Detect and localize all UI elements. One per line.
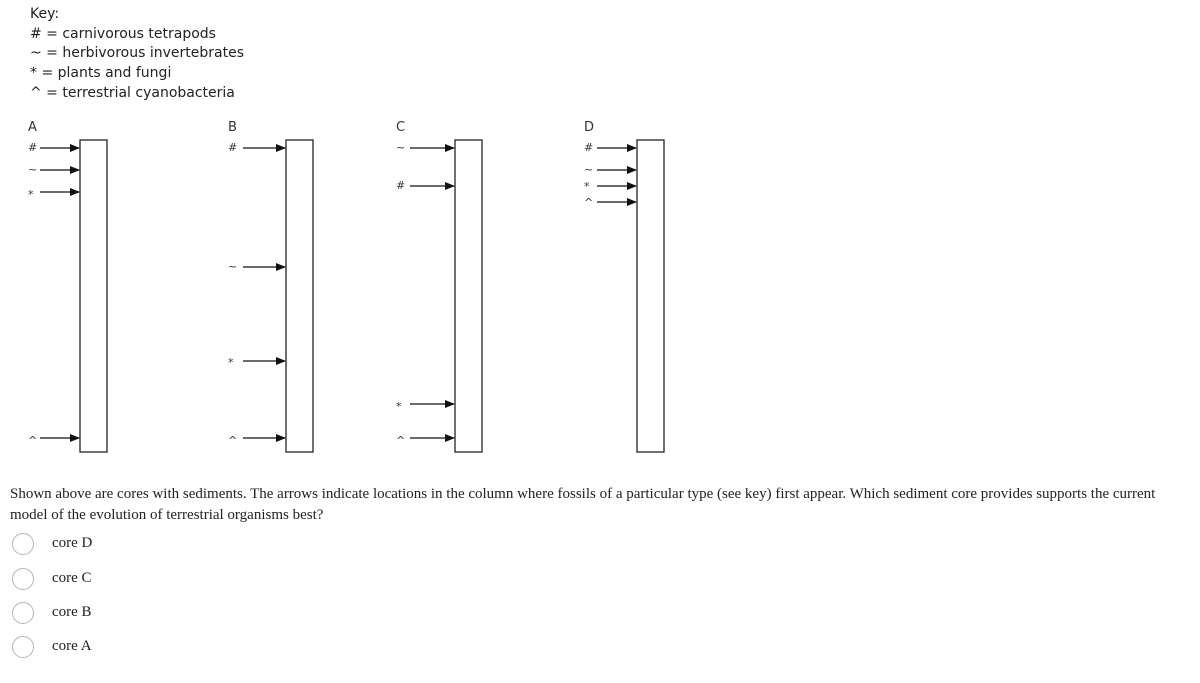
radio-button[interactable]: [12, 568, 34, 590]
core-c-label: C: [396, 120, 406, 135]
core-a-label: A: [28, 120, 37, 135]
core-c-marker-carnivorous-tetrapods: #: [396, 179, 406, 192]
choice-label: core D: [52, 535, 93, 551]
question-text: Shown above are cores with sediments. The arrows indicate locations in the column where fossils of a particular type (see key) first appear. Which sediment core provides supports the current model of the evolution of terrestrial organisms best?: [10, 486, 1156, 523]
radio-button[interactable]: [12, 533, 34, 555]
core-a-marker-herbivorous-invertebrates: ~: [28, 163, 38, 176]
core-b-label: B: [228, 120, 237, 135]
choice-label: core C: [52, 570, 92, 586]
core-a-marker-terrestrial-cyanobacteria: ^: [28, 434, 38, 447]
core-c-column: [455, 140, 482, 452]
sediment-core-figure: [0, 0, 700, 470]
key-title: Key:: [30, 6, 60, 22]
core-c-marker-plants-and-fungi: *: [396, 400, 402, 413]
choice-core-b[interactable]: [10, 600, 310, 628]
core-b-marker-carnivorous-tetrapods: #: [228, 141, 238, 154]
core-b-marker-herbivorous-invertebrates: ~: [228, 260, 238, 273]
core-a-column: [80, 140, 107, 452]
choice-core-a[interactable]: [10, 634, 310, 662]
key-entry-herbivorous-invertebrates: ~ = herbivorous invertebrates: [30, 45, 244, 61]
core-d-marker-herbivorous-invertebrates: ~: [584, 163, 594, 176]
core-d-marker-plants-and-fungi: *: [584, 180, 590, 193]
choice-label: core B: [52, 604, 92, 620]
core-b-marker-plants-and-fungi: *: [228, 356, 234, 369]
core-a-marker-carnivorous-tetrapods: #: [28, 141, 38, 154]
core-d-marker-terrestrial-cyanobacteria: ^: [584, 196, 594, 209]
core-c-marker-terrestrial-cyanobacteria: ^: [396, 434, 406, 447]
key-entry-carnivorous-tetrapods: # = carnivorous tetrapods: [30, 26, 216, 42]
radio-button[interactable]: [12, 636, 34, 658]
choice-label: core A: [52, 638, 92, 654]
choice-core-d[interactable]: [10, 531, 310, 559]
choice-core-c[interactable]: [10, 566, 310, 594]
key-entry-terrestrial-cyanobacteria: ^ = terrestrial cyanobacteria: [30, 85, 235, 101]
core-d-label: D: [584, 120, 595, 135]
core-b-marker-terrestrial-cyanobacteria: ^: [228, 434, 238, 447]
core-c-marker-herbivorous-invertebrates: ~: [396, 141, 406, 154]
core-b-column: [286, 140, 313, 452]
core-a-marker-plants-and-fungi: *: [28, 188, 34, 201]
key-entry-plants-and-fungi: * = plants and fungi: [30, 65, 172, 81]
radio-button[interactable]: [12, 602, 34, 624]
core-d-column: [637, 140, 664, 452]
core-d-marker-carnivorous-tetrapods: #: [584, 141, 594, 154]
